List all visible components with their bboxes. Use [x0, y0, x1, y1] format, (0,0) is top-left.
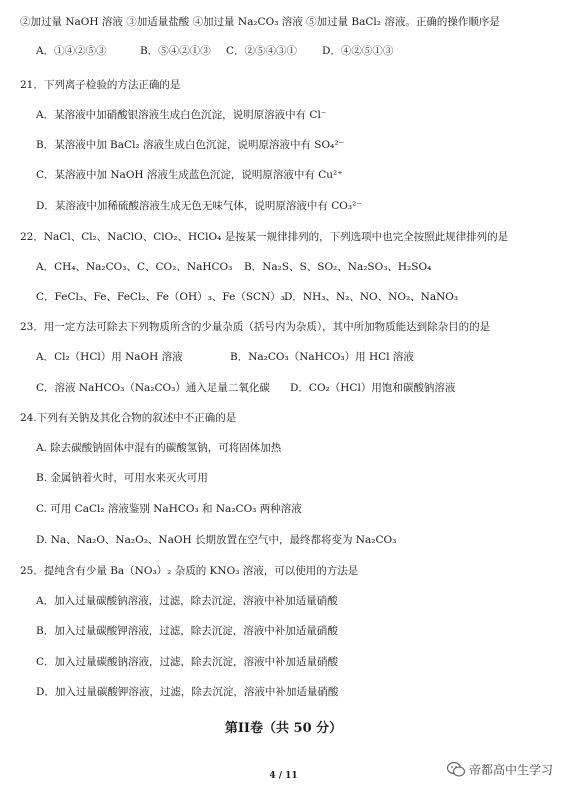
- wechat-icon: [447, 762, 465, 777]
- q21-option-d: D．某溶液中加稀硫酸溶液生成无色无味气体，说明原溶液中有 CO₃²⁻: [36, 200, 362, 212]
- q22-option-a: A．CH₄、Na₂CO₃、C、CO₂、NaHCO₃: [36, 261, 233, 273]
- q20-option-a: A．①④②⑤③: [36, 45, 107, 57]
- q20-option-b: B．⑤④②①③: [140, 45, 211, 57]
- q22-option-b: B．Na₂S、S、SO₂、Na₂SO₃、H₂SO₄: [244, 261, 432, 273]
- q24-option-c: C. 可用 CaCl₂ 溶液鉴别 NaHCO₃ 和 Na₂CO₃ 两种溶液: [36, 503, 302, 515]
- q24-option-a: A. 除去碳酸钠固体中混有的碳酸氢钠，可将固体加热: [36, 442, 282, 454]
- question-20-options-list: ②加过量 NaOH 溶液 ③加适量盐酸 ④加过量 Na₂CO₃ 溶液 ⑤加过量 BaCl₂ 溶液。正确的操作顺序是: [20, 16, 500, 28]
- q22-option-d: D．NH₃、N₂、NO、NO₂、NaNO₃: [284, 291, 459, 303]
- watermark: [447, 761, 553, 778]
- q21-option-c: C．某溶液中加 NaOH 溶液生成蓝色沉淀，说明原溶液中有 Cu²⁺: [36, 169, 343, 181]
- q21-option-a: A．某溶液中加硝酸银溶液生成白色沉淀，说明原溶液中有 Cl⁻: [36, 109, 327, 121]
- q25-option-a: A．加入过量碳酸钠溶液，过滤，除去沉淀，溶液中补加适量硝酸: [36, 595, 338, 607]
- q25-option-d: D．加入过量碳酸钾溶液，过滤，除去沉淀，溶液中补加适量硝酸: [36, 686, 339, 698]
- question-22: 22．NaCl、Cl₂、NaClO、ClO₂、HClO₄ 是按某一规律排列的，下列选项中也完全按照此规律排列的是: [20, 231, 509, 243]
- q21-option-b: B．某溶液中加 BaCl₂ 溶液生成白色沉淀，说明原溶液中有 SO₄²⁻: [36, 139, 345, 151]
- section-title: 第II卷（共 50 分）: [224, 721, 343, 736]
- q25-option-c: C．加入过量碳酸钠溶液，过滤，除去沉淀，溶液中补加适量硝酸: [36, 656, 339, 668]
- q23-option-d: D．CO₂（HCl）用饱和碳酸钠溶液: [290, 382, 456, 394]
- q23-option-b: B．Na₂CO₃（NaHCO₃）用 HCl 溶液: [230, 351, 414, 363]
- question-25: 25．提纯含有少量 Ba（NO₃）₂ 杂质的 KNO₃ 溶液，可以使用的方法是: [20, 565, 359, 577]
- q20-option-d: D．④②⑤①③: [322, 45, 394, 57]
- page-number: 4 / 11: [269, 771, 298, 781]
- watermark-text: 帝都高中生学习: [468, 763, 553, 777]
- q24-option-b: B. 金属钠着火时，可用水来灭火可用: [36, 472, 208, 484]
- q22-option-c: C．FeCl₃、Fe、FeCl₂、Fe（OH）₃、Fe（SCN）₃: [36, 291, 285, 303]
- q25-option-b: B．加入过量碳酸钾溶液，过滤，除去沉淀，溶液中补加适量硝酸: [36, 625, 338, 637]
- q23-option-c: C．溶液 NaHCO₃（Na₂CO₃）通入足量二氧化碳: [36, 382, 270, 394]
- question-21: 21．下列离子检验的方法正确的是: [20, 79, 181, 91]
- question-24: 24.下列有关钠及其化合物的叙述中不正确的是: [20, 412, 237, 424]
- q23-option-a: A．Cl₂（HCl）用 NaOH 溶液: [36, 351, 183, 363]
- q20-option-c: C．②⑤④③①: [226, 45, 298, 57]
- q24-option-d: D. Na、Na₂O、Na₂O₂、NaOH 长期放置在空气中，最终都将变为 Na₂CO₃: [36, 534, 397, 546]
- question-23: 23．用一定方法可除去下列物质所含的少量杂质（括号内为杂质），其中所加物质能达到除杂目的的是: [20, 321, 491, 333]
